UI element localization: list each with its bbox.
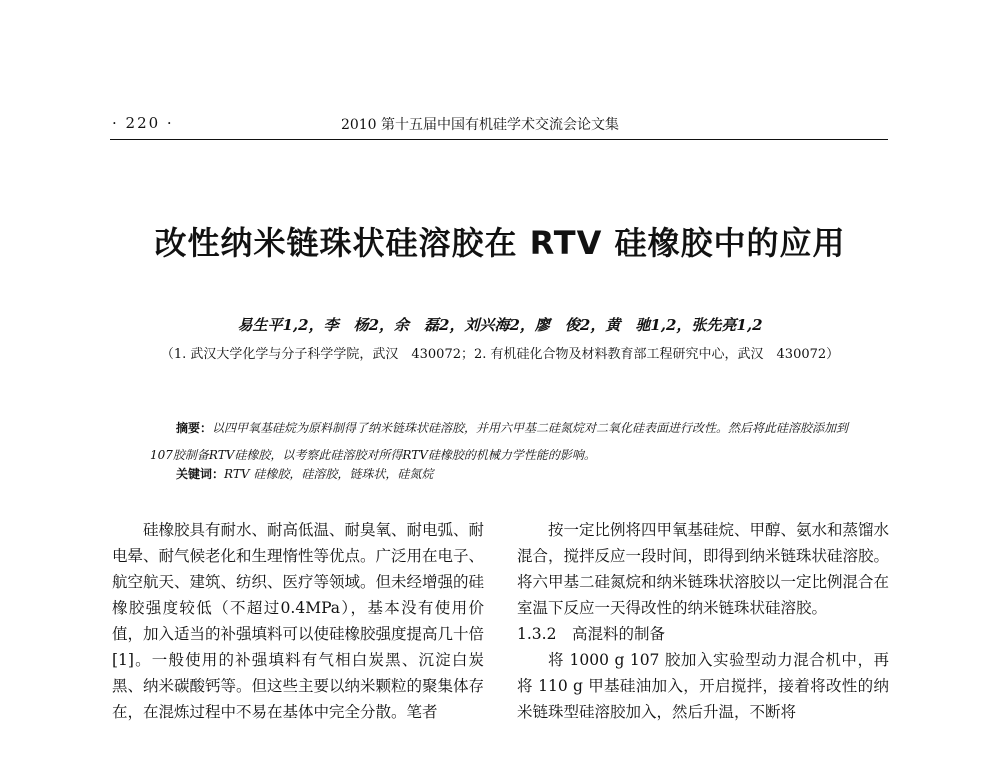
abstract <box>150 415 870 469</box>
body-paragraph: 将 1000 g 107 胶加入实验型动力混合机中，再将 110 g 甲基硅油加入，开启搅拌，接着将改性的纳米链珠型硅溶胶加入，然后升温，不断将 <box>517 651 889 721</box>
affiliations: （1. 武汉大学化学与分子科学学院，武汉 430072；2. 有机硅化合物及材料教育部工程研究中心，武汉 430072） <box>160 347 840 362</box>
abstract-text: 以四甲氧基硅烷为原料制得了纳米链珠状硅溶胶，并用六甲基二硅氮烷对二氧化硅表面进行改性。然后将此硅溶胶添加到107胶制备RTV硅橡胶，以考察此硅溶胶对所得RTV硅橡胶的机械力学性能的影响。 <box>150 421 849 462</box>
body-paragraph: 按一定比例将四甲氧基硅烷、甲醇、氨水和蒸馏水混合，搅拌反应一段时间，即得到纳米链珠状硅溶胶。将六甲基二硅氮烷和纳米链珠状溶胶以一定比例混合在室温下反应一天得改性的纳米链珠状硅溶胶。 <box>517 521 889 617</box>
keywords-text: RTV 硅橡胶，硅溶胶，链珠状，硅氮烷 <box>224 467 434 481</box>
body-paragraph: 硅橡胶具有耐水、耐高低温、耐臭氧、耐电弧、耐电晕、耐气候老化和生理惰性等优点。广泛用在电子、航空航天、建筑、纺织、医疗等领域。但未经增强的硅橡胶强度较低（不超过0.4MPa），基本没有使用价值，加入适当的补强填料可以使硅橡胶强度提高几十倍[1]。一般使用的补强填料有气相白炭黑、沉淀白炭黑、纳米碳酸钙等。但这些主要以纳米颗粒的聚集体存在，在混炼过程中不易在基体中完全分散。笔者 <box>112 521 484 721</box>
paper-title: 改性纳米链珠状硅溶胶在 RTV 硅橡胶中的应用 <box>154 224 846 262</box>
running-header: 2010 第十五届中国有机硅学术交流会论文集 <box>340 117 620 133</box>
section-heading: 1.3.2 高混料的制备 <box>517 625 665 643</box>
body-column-left <box>112 517 484 760</box>
body-column-right <box>517 517 889 760</box>
header-rule <box>110 139 888 140</box>
keywords-label: 关键词： <box>176 467 225 481</box>
abstract-label: 摘要： <box>176 421 213 435</box>
page-number: · 220 · <box>112 114 174 132</box>
keywords <box>176 465 866 482</box>
author-list: 易生平1,2，李 杨2，余 磊2，刘兴海2，廖 俊2，黄 驰1,2，张先亮1,2 <box>237 316 763 334</box>
